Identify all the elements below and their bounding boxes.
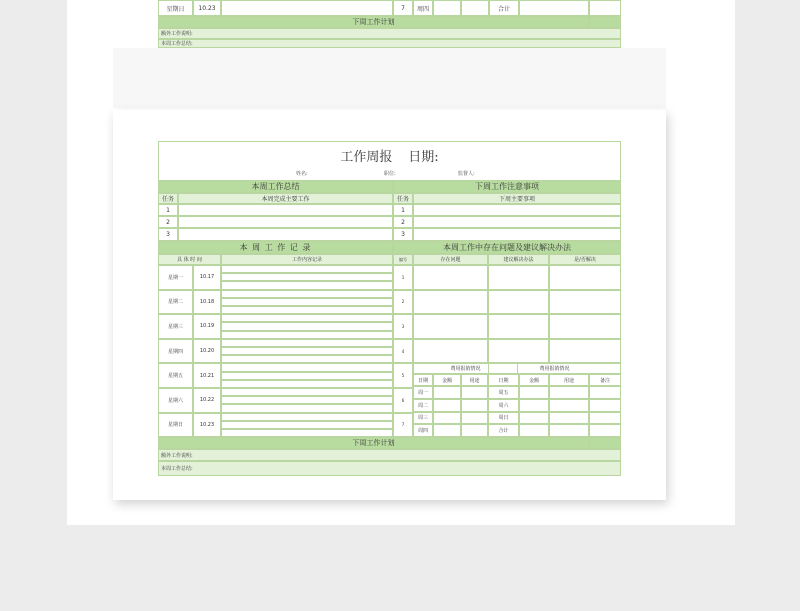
expense-amount-right[interactable] (519, 412, 549, 425)
weekly-report-sheet (158, 141, 621, 476)
plan-header: 下周工作计划 (158, 437, 589, 449)
issues-header: 本周工作中存在问题及建议解决办法 (393, 241, 621, 254)
position-label: 职位: (384, 171, 396, 177)
next-notes-header: 下周工作注意事项 (393, 180, 621, 193)
record-line[interactable] (221, 355, 393, 363)
task-num-2: 2 (158, 216, 178, 228)
suggestion-label: 建议解决办法 (488, 254, 549, 265)
date-col-right: 日期 (488, 374, 519, 386)
record-line[interactable] (221, 413, 393, 421)
problem-cell[interactable] (413, 290, 488, 315)
expense-amount-right[interactable] (519, 399, 549, 412)
record-line[interactable] (221, 347, 393, 355)
day-name: 星期六 (158, 388, 193, 413)
expense-note[interactable] (589, 424, 621, 437)
expense-week-right: 周五 (488, 386, 519, 399)
problem-cell[interactable] (413, 339, 488, 364)
record-line[interactable] (221, 306, 393, 314)
extra-work-label: 额外工作说明: (158, 449, 621, 461)
expense-week-left: 周二 (413, 399, 433, 412)
expense-note[interactable] (589, 386, 621, 399)
date-col-left: 日期 (413, 374, 433, 386)
record-line[interactable] (221, 372, 393, 380)
expense-use-left[interactable] (461, 424, 488, 437)
expense-amount-left[interactable] (433, 424, 461, 437)
amount-col-left: 金额 (433, 374, 461, 386)
suggestion-cell[interactable] (488, 290, 549, 315)
task-input-3[interactable] (178, 228, 393, 241)
seq-label: 编号 (393, 254, 413, 265)
summary-work-label: 本周工作总结: (158, 461, 621, 476)
record-line[interactable] (221, 322, 393, 330)
expense-amount-left[interactable] (433, 412, 461, 425)
page-gap (113, 48, 666, 108)
day-name: 星期四 (158, 339, 193, 364)
fragment-week: 周四 (413, 0, 433, 16)
day-name: 星期三 (158, 314, 193, 339)
issue-num: 3 (393, 314, 413, 339)
expense-amount-left[interactable] (433, 399, 461, 412)
specific-time-label: 具 体 时 间 (158, 254, 221, 265)
task-input-1[interactable] (178, 204, 393, 216)
expense-use-left[interactable] (461, 399, 488, 412)
fragment-day: 星期日 (158, 0, 193, 16)
expense-note[interactable] (589, 399, 621, 412)
issue-num: 1 (393, 265, 413, 290)
fragment-date: 10.23 (193, 0, 221, 16)
expense-use-right[interactable] (549, 412, 589, 425)
expense-amount-right[interactable] (519, 424, 549, 437)
suggestion-cell[interactable] (488, 265, 549, 290)
record-line[interactable] (221, 290, 393, 298)
task-label-left: 任务 (158, 193, 178, 204)
issue-num: 2 (393, 290, 413, 315)
day-date: 10.23 (193, 413, 221, 438)
record-line[interactable] (221, 298, 393, 306)
task-num-3: 3 (158, 228, 178, 241)
day-name: 星期日 (158, 413, 193, 438)
next-task-num-2: 2 (393, 216, 413, 228)
record-line[interactable] (221, 421, 393, 429)
day-name: 星期一 (158, 265, 193, 290)
expense-week-left: 周一 (413, 386, 433, 399)
record-line[interactable] (221, 273, 393, 281)
task-num-1: 1 (158, 204, 178, 216)
fragment-num: 7 (393, 0, 413, 16)
amount-col-right: 金额 (519, 374, 549, 386)
expense-use-right[interactable] (549, 399, 589, 412)
date-label: 日期: (408, 150, 439, 165)
supervisor-label: 监督人: (458, 171, 475, 177)
record-line[interactable] (221, 429, 393, 437)
day-date: 10.19 (193, 314, 221, 339)
resolved-label: 是/否解决 (549, 254, 621, 265)
next-main-label: 下周主要事项 (413, 193, 621, 204)
record-line[interactable] (221, 388, 393, 396)
fragment-total: 合计 (489, 0, 519, 16)
problem-cell[interactable] (413, 265, 488, 290)
record-header: 本 周 工 作 记 录 (158, 241, 393, 254)
record-line[interactable] (221, 396, 393, 404)
task-input-2[interactable] (178, 216, 393, 228)
issue-num: 5 (393, 363, 413, 388)
expense-use-left[interactable] (461, 386, 488, 399)
issue-num: 4 (393, 339, 413, 364)
suggestion-cell[interactable] (488, 339, 549, 364)
task-label-right: 任务 (393, 193, 413, 204)
main-work-label: 本周完成主要工作 (178, 193, 393, 204)
day-date: 10.17 (193, 265, 221, 290)
resolved-cell[interactable] (549, 290, 621, 315)
day-date: 10.22 (193, 388, 221, 413)
next-task-input-2[interactable] (413, 216, 621, 228)
note-col: 备注 (589, 374, 621, 386)
expense-use-left[interactable] (461, 412, 488, 425)
expense-amount-right[interactable] (519, 386, 549, 399)
fragment-extra-label: 额外工作说明: (158, 28, 621, 39)
expense-right-header: 费用报销情况 (488, 363, 621, 374)
resolved-cell[interactable] (549, 314, 621, 339)
record-line[interactable] (221, 404, 393, 412)
expense-note[interactable] (589, 412, 621, 425)
resolved-cell[interactable] (549, 265, 621, 290)
expense-left-header: 费用报销情况 (413, 363, 518, 374)
fragment-summary-label: 本周工作总结: (158, 39, 621, 48)
use-col-left: 用途 (461, 374, 488, 386)
fragment-plan-header: 下周工作计划 (158, 16, 589, 28)
next-task-num-3: 3 (393, 228, 413, 241)
record-line[interactable] (221, 331, 393, 339)
suggestion-cell[interactable] (488, 314, 549, 339)
report-title: 工作周报 (340, 150, 393, 165)
issue-num: 7 (393, 413, 413, 438)
day-date: 10.18 (193, 290, 221, 315)
expense-use-right[interactable] (549, 424, 589, 437)
record-line[interactable] (221, 380, 393, 388)
record-line[interactable] (221, 314, 393, 322)
expense-week-right: 周日 (488, 412, 519, 425)
record-line[interactable] (221, 265, 393, 273)
day-name: 星期五 (158, 363, 193, 388)
problem-cell[interactable] (413, 314, 488, 339)
day-date: 10.20 (193, 339, 221, 364)
record-line[interactable] (221, 339, 393, 347)
record-line[interactable] (221, 281, 393, 289)
expense-week-right: 周六 (488, 399, 519, 412)
problem-label: 存在问题 (413, 254, 488, 265)
expense-week-left: 周三 (413, 412, 433, 425)
expense-amount-left[interactable] (433, 386, 461, 399)
next-task-num-1: 1 (393, 204, 413, 216)
expense-week-left: 周四 (413, 424, 433, 437)
expense-use-right[interactable] (549, 386, 589, 399)
next-task-input-3[interactable] (413, 228, 621, 241)
summary-header: 本周工作总结 (158, 180, 393, 193)
day-date: 10.21 (193, 363, 221, 388)
name-label: 姓名: (296, 171, 308, 177)
day-name: 星期二 (158, 290, 193, 315)
previous-page-fragment (158, 0, 621, 48)
expense-week-right: 合计 (488, 424, 519, 437)
next-task-input-1[interactable] (413, 204, 621, 216)
content-record-label: 工作内容记录 (221, 254, 393, 265)
use-col-right: 用途 (549, 374, 589, 386)
resolved-cell[interactable] (549, 339, 621, 364)
issue-num: 6 (393, 388, 413, 413)
record-line[interactable] (221, 363, 393, 371)
